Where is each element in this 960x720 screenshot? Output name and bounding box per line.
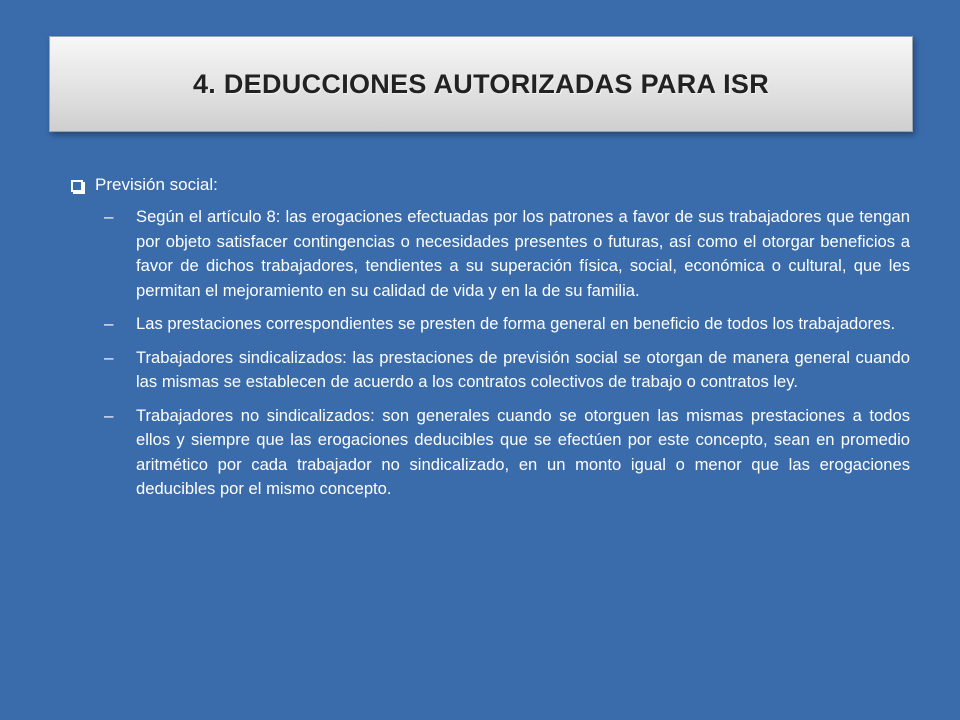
dash-bullet: – — [104, 314, 114, 333]
list-item — [104, 312, 910, 337]
checkbox-square-icon — [71, 180, 83, 192]
dash-bullet: – — [104, 207, 114, 226]
dash-bullet: – — [104, 405, 114, 425]
list-item — [104, 346, 910, 395]
main-bullet — [71, 175, 218, 195]
dash-bullet: – — [104, 347, 114, 367]
list-item — [104, 404, 910, 502]
list-item-text: Trabajadores no sindicalizados: son generales cuando se otorguen las mismas prestaciones a todos ellos y siempre que las erogaciones deducibles que se efectúen por este concepto, sean en promedio aritmético por cada trabajador no sindicalizado, en un monto igual o menor que las erogaciones deducibles por el mismo concepto. — [136, 405, 910, 498]
list-item-text: Según el artículo 8: las erogaciones efectuadas por los patrones a favor de sus trabajadores que tengan por objeto satisfacer contingencias o necesidades presentes o futuras, así como el otorgar beneficios a favor de dichos trabajadores, tendientes a su superación física, social, económica o cultural, que les permitan el mejoramiento en su calidad de vida y en la de su familia. — [136, 207, 910, 300]
bullet-label: Previsión social: — [95, 175, 218, 194]
slide-title: 4. DEDUCCIONES AUTORIZADAS PARA ISR — [192, 68, 770, 99]
list-item-text: Las prestaciones correspondientes se presten de forma general en beneficio de todos los trabajadores. — [136, 314, 896, 333]
list-item-text: Trabajadores sindicalizados: las prestaciones de previsión social se otorgan de manera general cuando las mismas se establecen de acuerdo a los contratos colectivos de trabajo o contratos ley. — [136, 347, 910, 391]
list-item — [104, 205, 910, 303]
sub-bullet-list — [104, 205, 910, 511]
